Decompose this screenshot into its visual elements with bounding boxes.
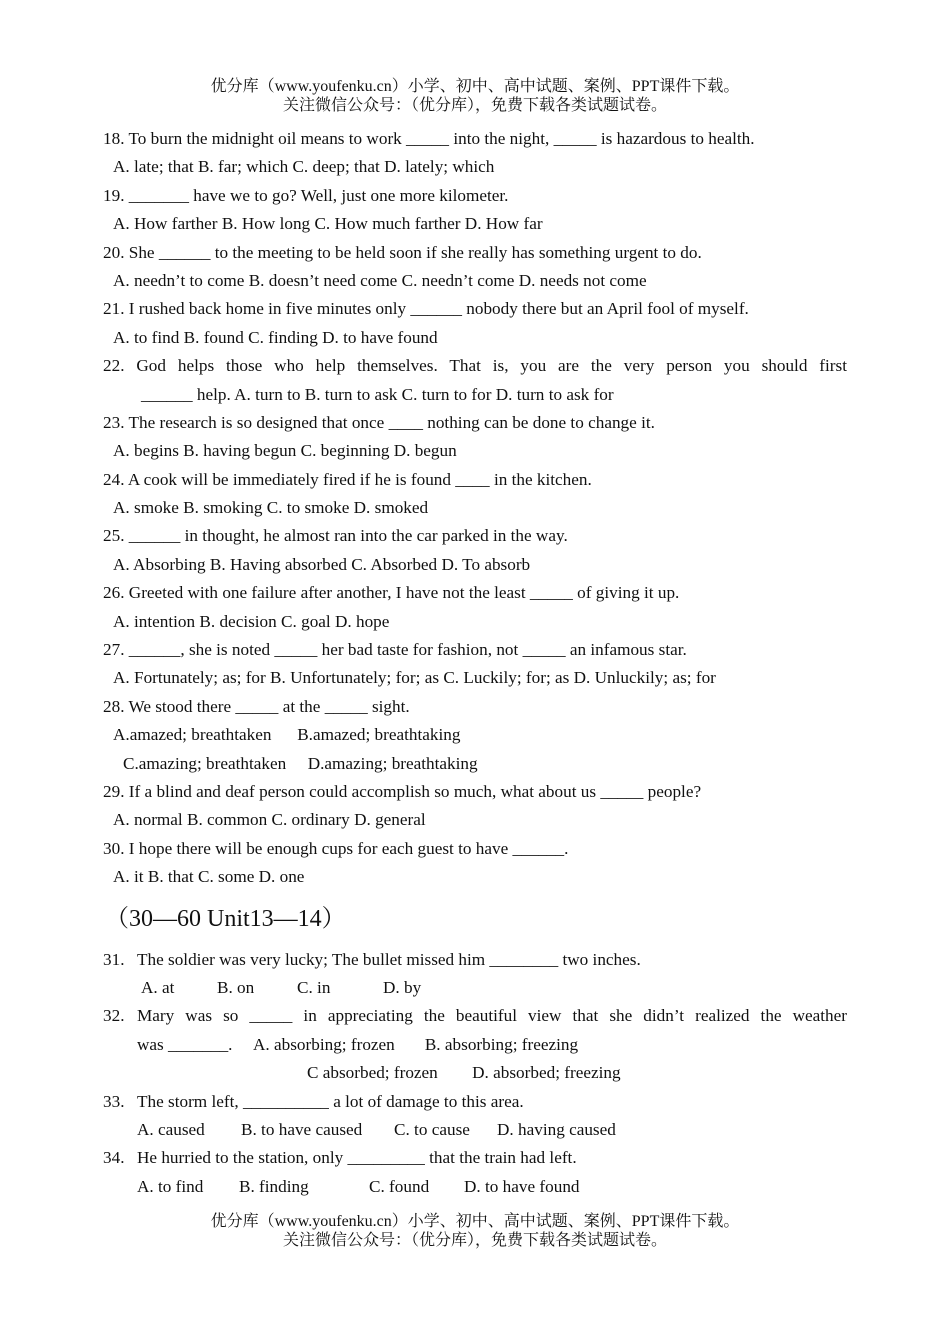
- question-18-options: A. late; that B. far; which C. deep; that D. lately; which: [113, 157, 495, 177]
- question-19-stem: 19. _______ have we to go? Well, just one more kilometer.: [103, 185, 509, 205]
- question-34: [103, 1144, 847, 1172]
- question-31-option-c: C. in: [297, 977, 331, 997]
- question-34-stem: He hurried to the station, only _________ that the train had left.: [137, 1148, 577, 1168]
- question-34-option-d: D. to have found: [464, 1176, 580, 1196]
- page-header: [0, 77, 950, 115]
- question-23-options: A. begins B. having begun C. beginning D. begun: [113, 441, 457, 461]
- question-32-continuation-2: C absorbed; frozen D. absorbed; freezing: [307, 1063, 621, 1083]
- question-34-option-a: A. to find: [137, 1176, 204, 1196]
- header-line-2: 关注微信公众号：（优分库），免费下载各类试题试卷。: [282, 97, 667, 114]
- question-29-stem: 29. If a blind and deaf person could accomplish so much, what about us _____ people?: [103, 781, 702, 801]
- question-22-stem: 22. God helps those who help themselves. That is, you are the very person you should first: [103, 356, 847, 376]
- question-20-options: A. needn’t to come B. doesn’t need come C. needn’t come D. needs not come: [113, 270, 647, 290]
- question-31-option-b: B. on: [217, 977, 255, 997]
- section-title: （30—60 Unit13—14）: [105, 905, 346, 932]
- question-33-options: [103, 1116, 847, 1144]
- question-31: [103, 946, 847, 974]
- question-32-continuation: was _______. A. absorbing; frozen B. absorbing; freezing: [137, 1034, 579, 1054]
- question-33: [103, 1088, 847, 1116]
- question-25-options: A. Absorbing B. Having absorbed C. Absorbed D. To absorb: [113, 554, 531, 574]
- question-22-continuation: ______ help. A. turn to B. turn to ask C. turn to for D. turn to ask for: [141, 384, 614, 404]
- question-21-options: A. to find B. found C. finding D. to have found: [113, 327, 438, 347]
- header-line-1: 优分库（www.youfenku.cn）小学、初中、高中试题、案例、PPT课件下载。: [210, 78, 740, 95]
- question-32: [103, 1002, 847, 1030]
- question-24-stem: 24. A cook will be immediately fired if he is found ____ in the kitchen.: [103, 469, 592, 489]
- question-28-options-1: A.amazed; breathtaken B.amazed; breathtaking: [113, 725, 461, 745]
- question-31-option-d: D. by: [383, 977, 422, 997]
- footer-line-2: 关注微信公众号：（优分库），免费下载各类试题试卷。: [282, 1232, 667, 1249]
- question-32-number: 32.: [103, 1006, 125, 1026]
- footer-line-1: 优分库（www.youfenku.cn）小学、初中、高中试题、案例、PPT课件下载。: [210, 1213, 740, 1230]
- question-28-stem: 28. We stood there _____ at the _____ sight.: [103, 696, 410, 716]
- question-31-option-a: A. at: [141, 977, 175, 997]
- question-19-options: A. How farther B. How long C. How much farther D. How far: [113, 214, 543, 234]
- question-30-stem: 30. I hope there will be enough cups for each guest to have ______.: [103, 838, 569, 858]
- question-27-stem: 27. ______, she is noted _____ her bad taste for fashion, not _____ an infamous star.: [103, 640, 687, 660]
- question-34-options: [103, 1173, 847, 1201]
- question-28-options-2: C.amazing; breathtaken D.amazing; breathtaking: [123, 753, 478, 773]
- question-31-number: 31.: [103, 949, 125, 969]
- question-29-options: A. normal B. common C. ordinary D. general: [113, 810, 426, 830]
- question-32-stem: Mary was so _____ in appreciating the beautiful view that she didn’t realized the weather: [137, 1006, 847, 1026]
- page-footer: [0, 1212, 950, 1250]
- question-34-number: 34.: [103, 1148, 125, 1168]
- question-31-options: [103, 974, 847, 1002]
- question-33-option-a: A. caused: [137, 1119, 205, 1139]
- question-33-option-c: C. to cause: [394, 1119, 470, 1139]
- question-33-number: 33.: [103, 1091, 125, 1111]
- question-34-option-c: C. found: [369, 1176, 430, 1196]
- question-25-stem: 25. ______ in thought, he almost ran into the car parked in the way.: [103, 526, 568, 546]
- question-24-options: A. smoke B. smoking C. to smoke D. smoked: [113, 498, 429, 518]
- question-18-stem: 18. To burn the midnight oil means to work _____ into the night, _____ is hazardous to health.: [103, 129, 755, 148]
- question-30-options: A. it B. that C. some D. one: [113, 867, 305, 887]
- question-26-options: A. intention B. decision C. goal D. hope: [113, 611, 390, 631]
- question-list: [103, 125, 847, 1201]
- question-26-stem: 26. Greeted with one failure after another, I have not the least _____ of giving it up.: [103, 583, 680, 603]
- question-21-stem: 21. I rushed back home in five minutes only ______ nobody there but an April fool of myself.: [103, 299, 749, 319]
- question-20-stem: 20. She ______ to the meeting to be held soon if she really has something urgent to do.: [103, 242, 702, 262]
- question-33-stem: The storm left, __________ a lot of damage to this area.: [137, 1091, 524, 1111]
- question-34-option-b: B. finding: [239, 1176, 309, 1196]
- question-23-stem: 23. The research is so designed that once ____ nothing can be done to change it.: [103, 412, 655, 432]
- question-33-option-d: D. having caused: [497, 1119, 616, 1139]
- question-33-option-b: B. to have caused: [241, 1119, 363, 1139]
- question-31-stem: The soldier was very lucky; The bullet missed him ________ two inches.: [137, 949, 641, 969]
- question-27-options: A. Fortunately; as; for B. Unfortunately; for; as C. Luckily; for; as D. Unluckily; as; for: [113, 668, 716, 688]
